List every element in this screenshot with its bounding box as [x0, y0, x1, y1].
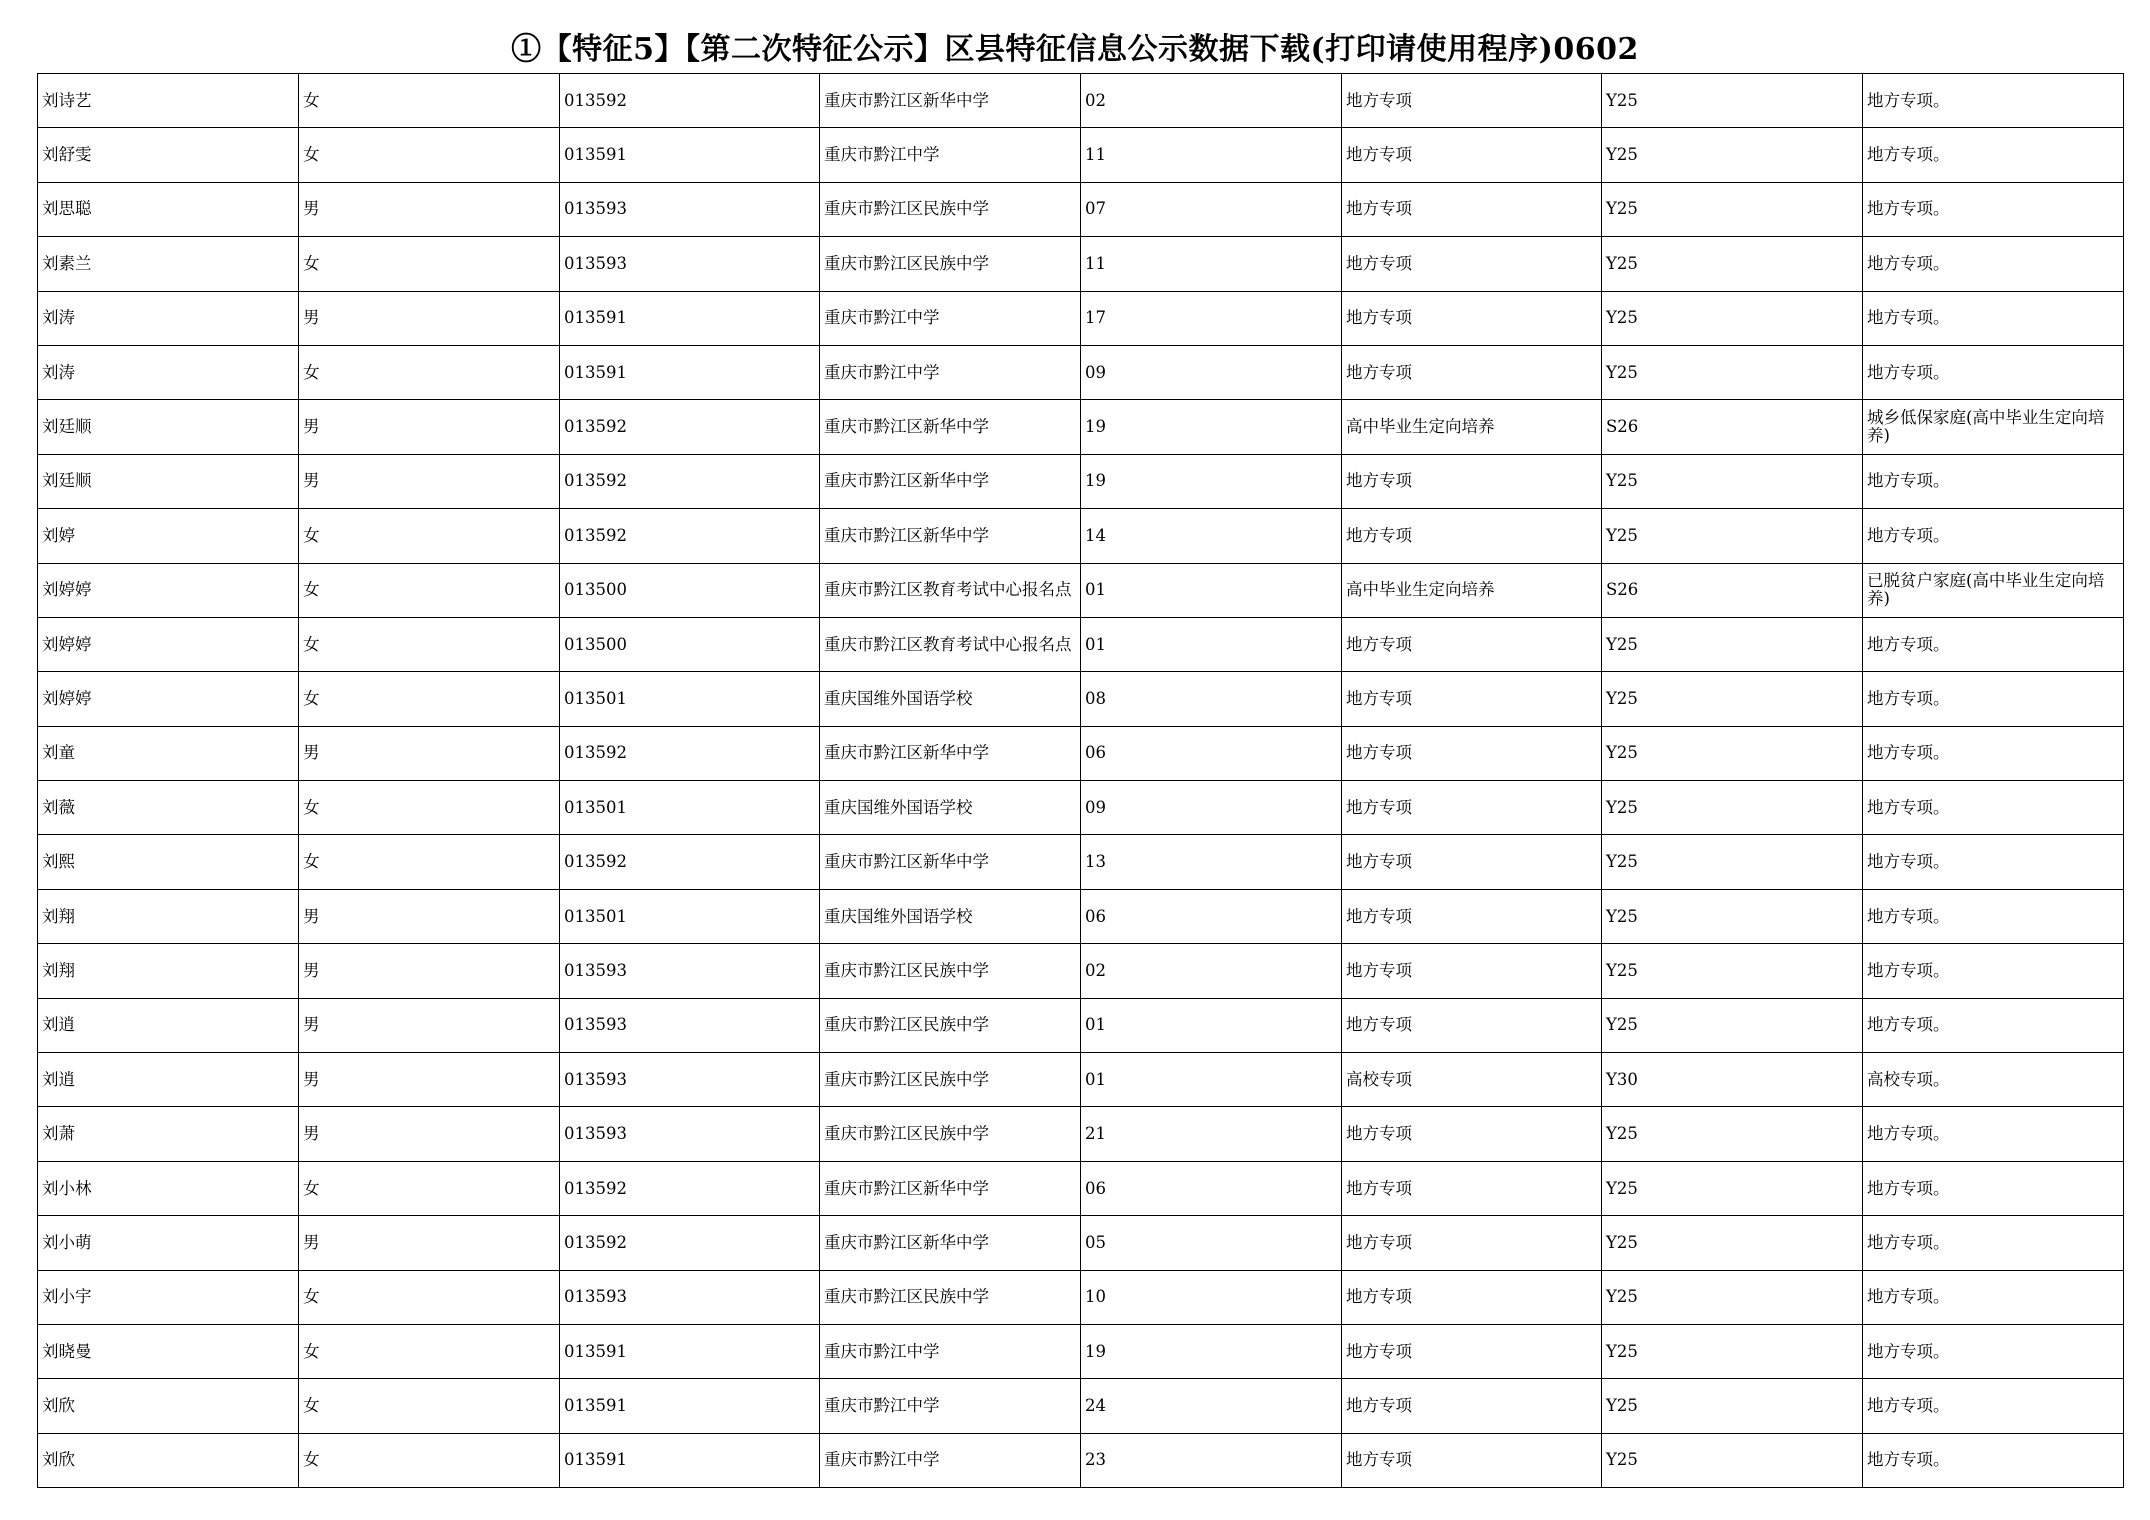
remark-cell: 地方专项。: [1863, 291, 2124, 345]
code-cell: 013593: [560, 182, 820, 236]
gender-cell: 女: [299, 237, 560, 291]
school-cell: 重庆市黔江区新华中学: [820, 1161, 1081, 1215]
gender-cell: 女: [299, 672, 560, 726]
school-cell: 重庆市黔江区新华中学: [820, 835, 1081, 889]
remark-cell: 城乡低保家庭(高中毕业生定向培养): [1863, 400, 2124, 454]
code-cell: 013592: [560, 1161, 820, 1215]
feature-code-cell: Y25: [1602, 1379, 1863, 1433]
gender-cell: 男: [299, 1107, 560, 1161]
code-cell: 013593: [560, 944, 820, 998]
remark-cell: 地方专项。: [1863, 998, 2124, 1052]
remark-cell: 地方专项。: [1863, 345, 2124, 399]
table-body: [38, 74, 2124, 1488]
feature-code-cell: S26: [1602, 400, 1863, 454]
category-cell: 地方专项: [1342, 889, 1602, 943]
feature-code-cell: Y25: [1602, 617, 1863, 671]
code-cell: 013592: [560, 454, 820, 508]
name-cell: 刘廷顺: [38, 454, 299, 508]
class-cell: 01: [1081, 1053, 1342, 1107]
school-cell: 重庆国维外国语学校: [820, 781, 1081, 835]
name-cell: 刘薇: [38, 781, 299, 835]
code-cell: 013591: [560, 1379, 820, 1433]
code-cell: 013593: [560, 1270, 820, 1324]
remark-cell: 地方专项。: [1863, 509, 2124, 563]
feature-code-cell: Y25: [1602, 1107, 1863, 1161]
school-cell: 重庆市黔江中学: [820, 1433, 1081, 1487]
table-row: [38, 944, 2124, 998]
school-cell: 重庆市黔江中学: [820, 291, 1081, 345]
feature-code-cell: Y25: [1602, 1270, 1863, 1324]
name-cell: 刘思聪: [38, 182, 299, 236]
feature-code-cell: Y25: [1602, 509, 1863, 563]
name-cell: 刘翔: [38, 944, 299, 998]
class-cell: 11: [1081, 128, 1342, 182]
name-cell: 刘小萌: [38, 1216, 299, 1270]
school-cell: 重庆市黔江中学: [820, 1324, 1081, 1378]
school-cell: 重庆市黔江区民族中学: [820, 1270, 1081, 1324]
gender-cell: 男: [299, 291, 560, 345]
page-title: ①【特征5】【第二次特征公示】区县特征信息公示数据下载(打印请使用程序)0602: [511, 32, 1639, 67]
name-cell: 刘晓曼: [38, 1324, 299, 1378]
feature-code-cell: Y25: [1602, 128, 1863, 182]
category-cell: 地方专项: [1342, 835, 1602, 889]
school-cell: 重庆市黔江区民族中学: [820, 182, 1081, 236]
code-cell: 013501: [560, 889, 820, 943]
table-row: [38, 1270, 2124, 1324]
table-row: [38, 726, 2124, 780]
table-row: [38, 454, 2124, 508]
category-cell: 地方专项: [1342, 1433, 1602, 1487]
class-cell: 06: [1081, 726, 1342, 780]
remark-cell: 地方专项。: [1863, 74, 2124, 128]
feature-code-cell: Y25: [1602, 74, 1863, 128]
class-cell: 17: [1081, 291, 1342, 345]
feature-code-cell: Y25: [1602, 781, 1863, 835]
name-cell: 刘小林: [38, 1161, 299, 1215]
gender-cell: 男: [299, 454, 560, 508]
remark-cell: 地方专项。: [1863, 781, 2124, 835]
feature-code-cell: Y25: [1602, 237, 1863, 291]
gender-cell: 女: [299, 835, 560, 889]
table-row: [38, 509, 2124, 563]
class-cell: 08: [1081, 672, 1342, 726]
remark-cell: 地方专项。: [1863, 1270, 2124, 1324]
category-cell: 地方专项: [1342, 291, 1602, 345]
remark-cell: 地方专项。: [1863, 1324, 2124, 1378]
gender-cell: 男: [299, 1216, 560, 1270]
table-row: [38, 291, 2124, 345]
school-cell: 重庆国维外国语学校: [820, 672, 1081, 726]
name-cell: 刘逍: [38, 998, 299, 1052]
remark-cell: 地方专项。: [1863, 1379, 2124, 1433]
school-cell: 重庆市黔江区新华中学: [820, 726, 1081, 780]
feature-code-cell: Y25: [1602, 672, 1863, 726]
class-cell: 11: [1081, 237, 1342, 291]
gender-cell: 男: [299, 998, 560, 1052]
code-cell: 013593: [560, 237, 820, 291]
category-cell: 地方专项: [1342, 1216, 1602, 1270]
code-cell: 013592: [560, 509, 820, 563]
gender-cell: 女: [299, 1161, 560, 1215]
feature-code-cell: Y30: [1602, 1053, 1863, 1107]
gender-cell: 女: [299, 1433, 560, 1487]
class-cell: 02: [1081, 74, 1342, 128]
school-cell: 重庆市黔江区教育考试中心报名点: [820, 617, 1081, 671]
code-cell: 013592: [560, 726, 820, 780]
class-cell: 06: [1081, 889, 1342, 943]
gender-cell: 男: [299, 944, 560, 998]
code-cell: 013592: [560, 1216, 820, 1270]
class-cell: 05: [1081, 1216, 1342, 1270]
school-cell: 重庆市黔江区民族中学: [820, 237, 1081, 291]
category-cell: 地方专项: [1342, 617, 1602, 671]
feature-code-cell: Y25: [1602, 726, 1863, 780]
category-cell: 地方专项: [1342, 1161, 1602, 1215]
code-cell: 013593: [560, 998, 820, 1052]
code-cell: 013592: [560, 74, 820, 128]
class-cell: 19: [1081, 454, 1342, 508]
class-cell: 13: [1081, 835, 1342, 889]
class-cell: 09: [1081, 781, 1342, 835]
code-cell: 013591: [560, 1433, 820, 1487]
gender-cell: 女: [299, 1324, 560, 1378]
gender-cell: 女: [299, 781, 560, 835]
school-cell: 重庆市黔江区新华中学: [820, 1216, 1081, 1270]
remark-cell: 地方专项。: [1863, 944, 2124, 998]
table-row: [38, 237, 2124, 291]
class-cell: 24: [1081, 1379, 1342, 1433]
gender-cell: 男: [299, 400, 560, 454]
category-cell: 地方专项: [1342, 998, 1602, 1052]
table-row: [38, 74, 2124, 128]
table-row: [38, 889, 2124, 943]
table-row: [38, 672, 2124, 726]
class-cell: 01: [1081, 563, 1342, 617]
code-cell: 013593: [560, 1053, 820, 1107]
remark-cell: 地方专项。: [1863, 454, 2124, 508]
table-row: [38, 128, 2124, 182]
category-cell: 地方专项: [1342, 781, 1602, 835]
table-row: [38, 1161, 2124, 1215]
code-cell: 013591: [560, 291, 820, 345]
gender-cell: 女: [299, 345, 560, 399]
table-row: [38, 1053, 2124, 1107]
class-cell: 01: [1081, 998, 1342, 1052]
category-cell: 地方专项: [1342, 1379, 1602, 1433]
class-cell: 02: [1081, 944, 1342, 998]
table-row: [38, 781, 2124, 835]
feature-code-cell: S26: [1602, 563, 1863, 617]
class-cell: 06: [1081, 1161, 1342, 1215]
gender-cell: 男: [299, 726, 560, 780]
table-row: [38, 345, 2124, 399]
school-cell: 重庆市黔江区民族中学: [820, 1053, 1081, 1107]
category-cell: 地方专项: [1342, 74, 1602, 128]
gender-cell: 女: [299, 128, 560, 182]
remark-cell: 地方专项。: [1863, 1161, 2124, 1215]
category-cell: 地方专项: [1342, 454, 1602, 508]
code-cell: 013501: [560, 672, 820, 726]
name-cell: 刘小宇: [38, 1270, 299, 1324]
school-cell: 重庆市黔江区新华中学: [820, 400, 1081, 454]
school-cell: 重庆市黔江中学: [820, 128, 1081, 182]
code-cell: 013591: [560, 345, 820, 399]
code-cell: 013591: [560, 1324, 820, 1378]
name-cell: 刘欣: [38, 1379, 299, 1433]
school-cell: 重庆市黔江区民族中学: [820, 1107, 1081, 1161]
name-cell: 刘童: [38, 726, 299, 780]
feature-code-cell: Y25: [1602, 1216, 1863, 1270]
feature-code-cell: Y25: [1602, 1161, 1863, 1215]
feature-code-cell: Y25: [1602, 998, 1863, 1052]
code-cell: 013500: [560, 563, 820, 617]
name-cell: 刘婷: [38, 509, 299, 563]
school-cell: 重庆市黔江区新华中学: [820, 74, 1081, 128]
remark-cell: 地方专项。: [1863, 237, 2124, 291]
table-row: [38, 182, 2124, 236]
feature-code-cell: Y25: [1602, 1433, 1863, 1487]
table-row: [38, 400, 2124, 454]
name-cell: 刘婷婷: [38, 617, 299, 671]
name-cell: 刘涛: [38, 345, 299, 399]
school-cell: 重庆市黔江区民族中学: [820, 944, 1081, 998]
school-cell: 重庆市黔江中学: [820, 1379, 1081, 1433]
class-cell: 23: [1081, 1433, 1342, 1487]
gender-cell: 男: [299, 889, 560, 943]
name-cell: 刘舒雯: [38, 128, 299, 182]
category-cell: 地方专项: [1342, 1324, 1602, 1378]
feature-code-cell: Y25: [1602, 944, 1863, 998]
name-cell: 刘婷婷: [38, 672, 299, 726]
name-cell: 刘涛: [38, 291, 299, 345]
table-row: [38, 1107, 2124, 1161]
gender-cell: 女: [299, 1270, 560, 1324]
code-cell: 013591: [560, 128, 820, 182]
feature-code-cell: Y25: [1602, 454, 1863, 508]
category-cell: 地方专项: [1342, 1107, 1602, 1161]
category-cell: 高校专项: [1342, 1053, 1602, 1107]
feature-code-cell: Y25: [1602, 1324, 1863, 1378]
category-cell: 地方专项: [1342, 1270, 1602, 1324]
remark-cell: 地方专项。: [1863, 128, 2124, 182]
class-cell: 19: [1081, 400, 1342, 454]
school-cell: 重庆市黔江区新华中学: [820, 509, 1081, 563]
class-cell: 19: [1081, 1324, 1342, 1378]
remark-cell: 地方专项。: [1863, 889, 2124, 943]
class-cell: 07: [1081, 182, 1342, 236]
category-cell: 地方专项: [1342, 345, 1602, 399]
feature-code-cell: Y25: [1602, 889, 1863, 943]
remark-cell: 地方专项。: [1863, 1433, 2124, 1487]
remark-cell: 地方专项。: [1863, 1216, 2124, 1270]
name-cell: 刘萧: [38, 1107, 299, 1161]
category-cell: 地方专项: [1342, 182, 1602, 236]
table-row: [38, 1433, 2124, 1487]
name-cell: 刘婷婷: [38, 563, 299, 617]
category-cell: 地方专项: [1342, 726, 1602, 780]
class-cell: 21: [1081, 1107, 1342, 1161]
school-cell: 重庆市黔江区教育考试中心报名点: [820, 563, 1081, 617]
table-row: [38, 1379, 2124, 1433]
gender-cell: 女: [299, 563, 560, 617]
code-cell: 013501: [560, 781, 820, 835]
category-cell: 地方专项: [1342, 509, 1602, 563]
category-cell: 地方专项: [1342, 944, 1602, 998]
name-cell: 刘熙: [38, 835, 299, 889]
school-cell: 重庆市黔江中学: [820, 345, 1081, 399]
remark-cell: 地方专项。: [1863, 1107, 2124, 1161]
category-cell: 地方专项: [1342, 128, 1602, 182]
table-row: [38, 998, 2124, 1052]
gender-cell: 女: [299, 1379, 560, 1433]
school-cell: 重庆国维外国语学校: [820, 889, 1081, 943]
gender-cell: 女: [299, 509, 560, 563]
category-cell: 地方专项: [1342, 237, 1602, 291]
category-cell: 高中毕业生定向培养: [1342, 563, 1602, 617]
table-row: [38, 1324, 2124, 1378]
table-row: [38, 1216, 2124, 1270]
table-row: [38, 563, 2124, 617]
remark-cell: 已脱贫户家庭(高中毕业生定向培养): [1863, 563, 2124, 617]
school-cell: 重庆市黔江区新华中学: [820, 454, 1081, 508]
remark-cell: 地方专项。: [1863, 672, 2124, 726]
name-cell: 刘逍: [38, 1053, 299, 1107]
code-cell: 013593: [560, 1107, 820, 1161]
gender-cell: 女: [299, 74, 560, 128]
remark-cell: 地方专项。: [1863, 182, 2124, 236]
category-cell: 高中毕业生定向培养: [1342, 400, 1602, 454]
category-cell: 地方专项: [1342, 672, 1602, 726]
table-row: [38, 835, 2124, 889]
table-row: [38, 617, 2124, 671]
class-cell: 09: [1081, 345, 1342, 399]
code-cell: 013592: [560, 400, 820, 454]
remark-cell: 地方专项。: [1863, 617, 2124, 671]
remark-cell: 高校专项。: [1863, 1053, 2124, 1107]
name-cell: 刘廷顺: [38, 400, 299, 454]
name-cell: 刘素兰: [38, 237, 299, 291]
remark-cell: 地方专项。: [1863, 726, 2124, 780]
name-cell: 刘翔: [38, 889, 299, 943]
name-cell: 刘欣: [38, 1433, 299, 1487]
code-cell: 013500: [560, 617, 820, 671]
gender-cell: 男: [299, 1053, 560, 1107]
feature-code-cell: Y25: [1602, 291, 1863, 345]
class-cell: 01: [1081, 617, 1342, 671]
feature-code-cell: Y25: [1602, 345, 1863, 399]
gender-cell: 男: [299, 182, 560, 236]
name-cell: 刘诗艺: [38, 74, 299, 128]
school-cell: 重庆市黔江区民族中学: [820, 998, 1081, 1052]
remark-cell: 地方专项。: [1863, 835, 2124, 889]
data-table: [37, 73, 2124, 1488]
gender-cell: 女: [299, 617, 560, 671]
class-cell: 14: [1081, 509, 1342, 563]
code-cell: 013592: [560, 835, 820, 889]
feature-code-cell: Y25: [1602, 182, 1863, 236]
class-cell: 10: [1081, 1270, 1342, 1324]
feature-code-cell: Y25: [1602, 835, 1863, 889]
